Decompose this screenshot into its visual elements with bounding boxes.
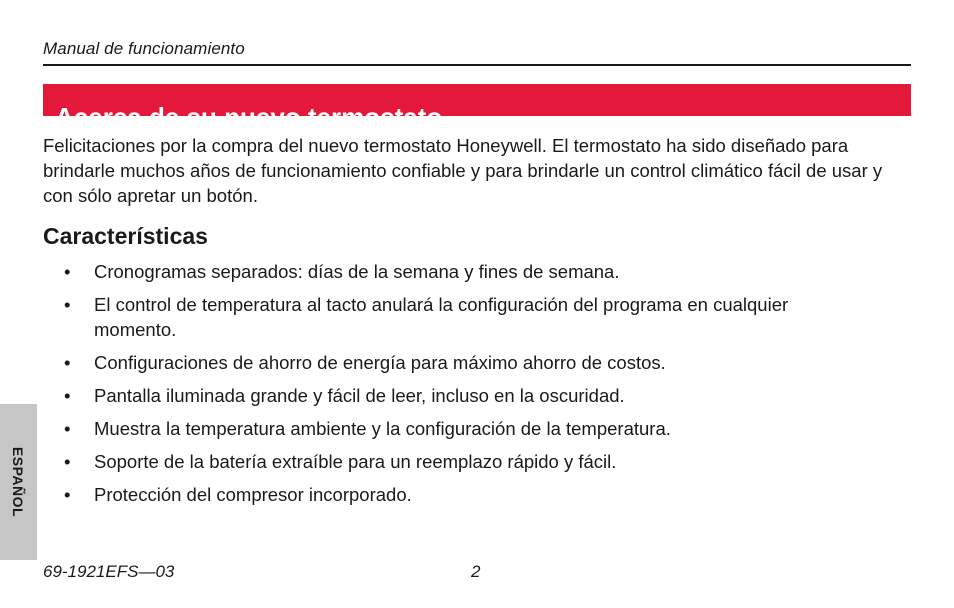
section-title: Acerca de su nuevo termostato: [55, 102, 443, 133]
section-banner: [43, 84, 911, 133]
bullet-icon: •: [64, 352, 71, 373]
header-divider: [43, 64, 911, 66]
bullet-icon: •: [64, 451, 71, 472]
list-item: [0, 259, 900, 284]
bullet-icon: •: [64, 261, 71, 282]
feature-text: Muestra la temperatura ambiente y la configuración de la temperatura.: [94, 418, 671, 439]
intro-paragraph: Felicitaciones por la compra del nuevo termostato Honeywell. El termostato ha sido diseñado para brindarle muchos años de funcionamiento confiable y para brindarle un control climático fácil de usar y con sólo apretar un botón.: [43, 135, 883, 206]
feature-text: Cronogramas separados: días de la semana y fines de semana.: [94, 261, 620, 282]
features-list: [0, 259, 900, 518]
feature-text: Soporte de la batería extraíble para un reemplazo rápido y fácil.: [94, 451, 617, 472]
document-number: 69-1921EFS—03: [43, 562, 175, 581]
feature-text: Protección del compresor incorporado.: [94, 484, 412, 505]
list-item: [0, 350, 900, 375]
feature-text: El control de temperatura al tacto anulará la configuración del programa en cualquier momento.: [94, 294, 789, 340]
list-item: [0, 292, 900, 342]
list-item: [0, 482, 900, 507]
feature-text: Pantalla iluminada grande y fácil de leer, incluso en la oscuridad.: [94, 385, 625, 406]
feature-text: Configuraciones de ahorro de energía para máximo ahorro de costos.: [94, 352, 666, 373]
language-label: ESPAÑOL: [10, 446, 26, 518]
bullet-icon: •: [64, 385, 71, 406]
bullet-icon: •: [64, 294, 71, 315]
bullet-icon: •: [64, 418, 71, 439]
list-item: [0, 416, 900, 441]
page-number: 2: [471, 562, 481, 581]
language-side-tab: [0, 404, 37, 560]
running-header: Manual de funcionamiento: [43, 39, 245, 58]
list-item: [0, 383, 900, 408]
bullet-icon: •: [64, 484, 71, 505]
features-heading: Características: [43, 223, 208, 249]
list-item: [0, 449, 900, 474]
